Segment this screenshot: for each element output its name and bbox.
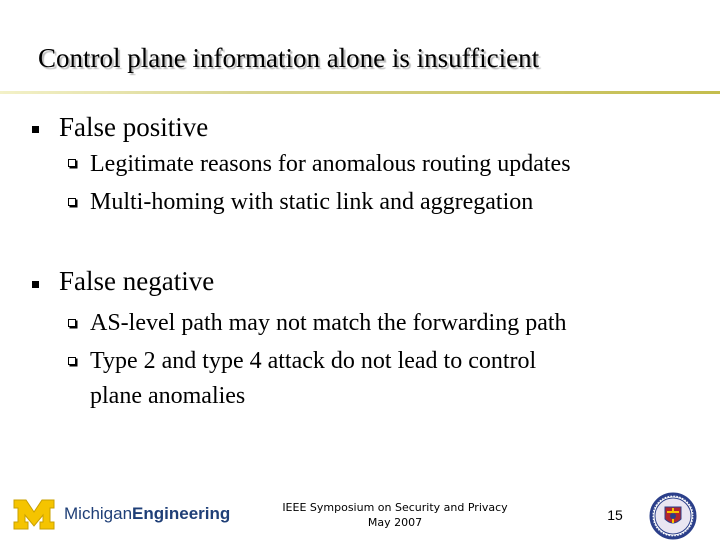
- michigan-engineering-logo: [64, 504, 230, 524]
- hollow-square-bullet-icon: [68, 319, 76, 327]
- bullet-item-continuation: plane anomalies: [90, 383, 246, 409]
- bullet-item: Type 2 and type 4 attack do not lead to control: [90, 348, 537, 374]
- hollow-square-bullet-icon: [68, 357, 76, 365]
- bullet-item: AS-level path may not match the forwarding path: [90, 310, 567, 336]
- university-seal-icon: [648, 492, 698, 540]
- venue-date: May 2007: [367, 516, 423, 529]
- section-heading: False positive: [59, 112, 209, 142]
- section-heading: False negative: [59, 266, 215, 296]
- venue-text: [270, 500, 520, 530]
- title-divider: [0, 91, 720, 94]
- square-bullet-icon: [32, 126, 39, 133]
- hollow-square-bullet-icon: [68, 159, 76, 167]
- venue-line: IEEE Symposium on Security and Privacy: [282, 501, 508, 514]
- bullet-item: Legitimate reasons for anomalous routing updates: [90, 151, 571, 177]
- logo-text-engineering: Engineering: [132, 504, 231, 523]
- square-bullet-icon: [32, 281, 39, 288]
- logo-text-michigan: Michigan: [64, 504, 133, 523]
- page-number: 15: [607, 507, 623, 523]
- hollow-square-bullet-icon: [68, 198, 76, 206]
- slide-title: Control plane information alone is insufficient: [38, 43, 540, 73]
- block-m-logo-icon: [10, 496, 58, 532]
- bullet-item: Multi-homing with static link and aggregation: [90, 189, 534, 215]
